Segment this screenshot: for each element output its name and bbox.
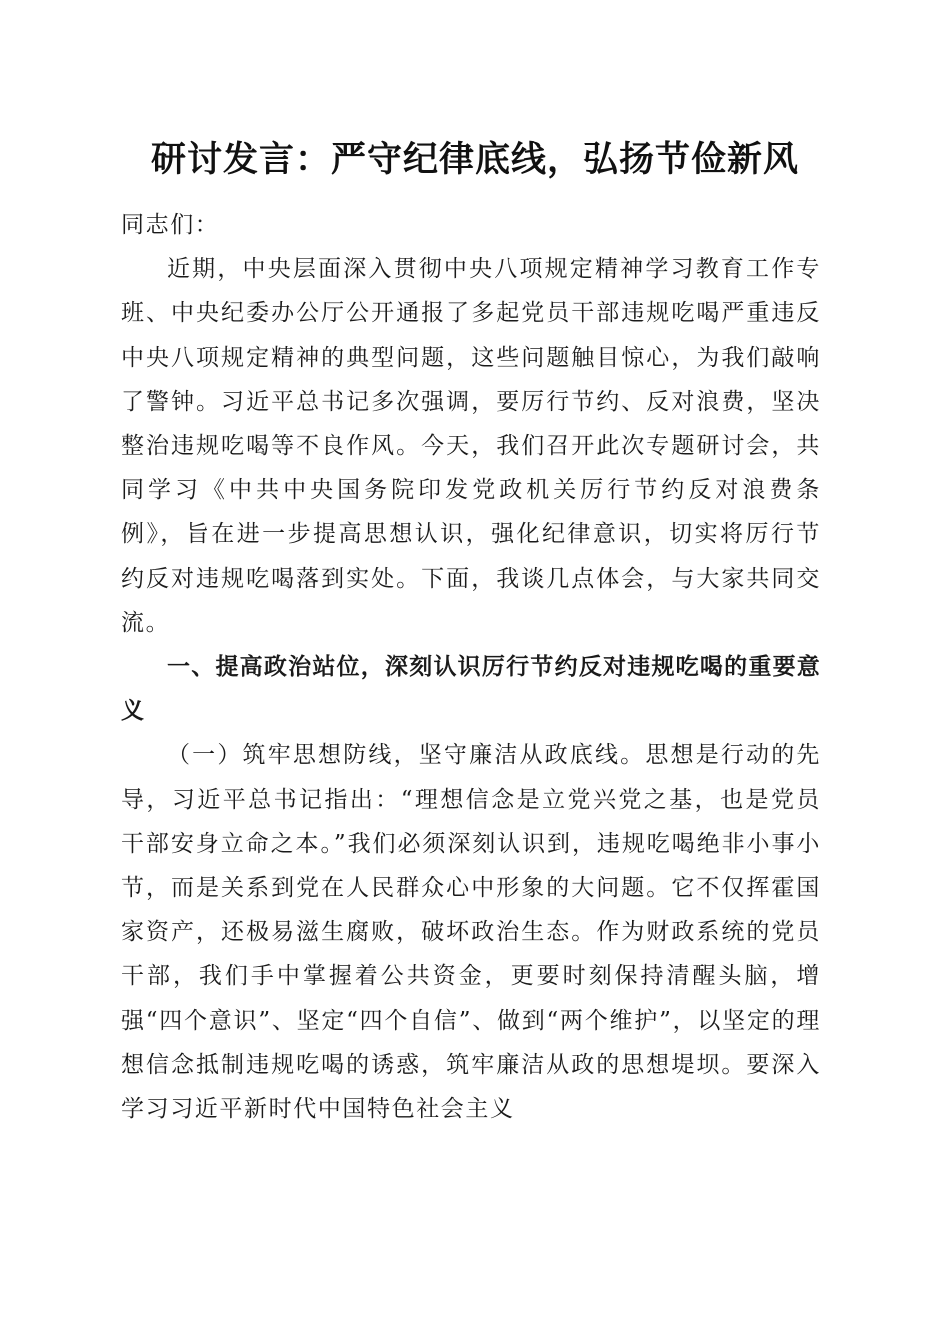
section-heading: 一、提高政治站位，深刻认识厉行节约反对违规吃喝的重要意义	[121, 654, 821, 725]
intro-paragraph: 近期，中央层面深入贯彻中央八项规定精神学习教育工作专班、中央纪委办公厅公开通报了多起党员干部违规吃喝严重违反中央八项规定精神的典型问题，这些问题触目惊心，为我们敲响了警钟。习近平总书记多次强调，要厉行节约、反对浪费，坚决整治违规吃喝等不良作风。今天，我们召开此次专题研讨会，共同学习《中共中央国务院印发党政机关厉行节约反对浪费条例》，旨在进一步提高思想认识，强化纪律意识，切实将厉行节约反对违规吃喝落到实处。下面，我谈几点体会，与大家共同交流。	[121, 256, 821, 636]
document-title: 研讨发言：严守纪律底线，弘扬节俭新风	[150, 139, 799, 180]
salutation: 同志们：	[121, 212, 220, 238]
document-body	[121, 203, 821, 1131]
subsection-paragraph: （一）筑牢思想防线，坚守廉洁从政底线。思想是行动的先导，习近平总书记指出：“理想信念是立党兴党之基，也是党员干部安身立命之本。”我们必须深刻认识到，违规吃喝绝非小事小节，而是关系到党在人民群众心中形象的大问题。它不仅挥霍国家资产，还极易滋生腐败，破坏政治生态。作为财政系统的党员干部，我们手中掌握着公共资金，更要时刻保持清醒头脑，增强“四个意识”、坚定“四个自信”、做到“两个维护”，以坚定的理想信念抵制违规吃喝的诱惑，筑牢廉洁从政的思想堤坝。要深入学习习近平新时代中国特色社会主义	[121, 742, 821, 1123]
